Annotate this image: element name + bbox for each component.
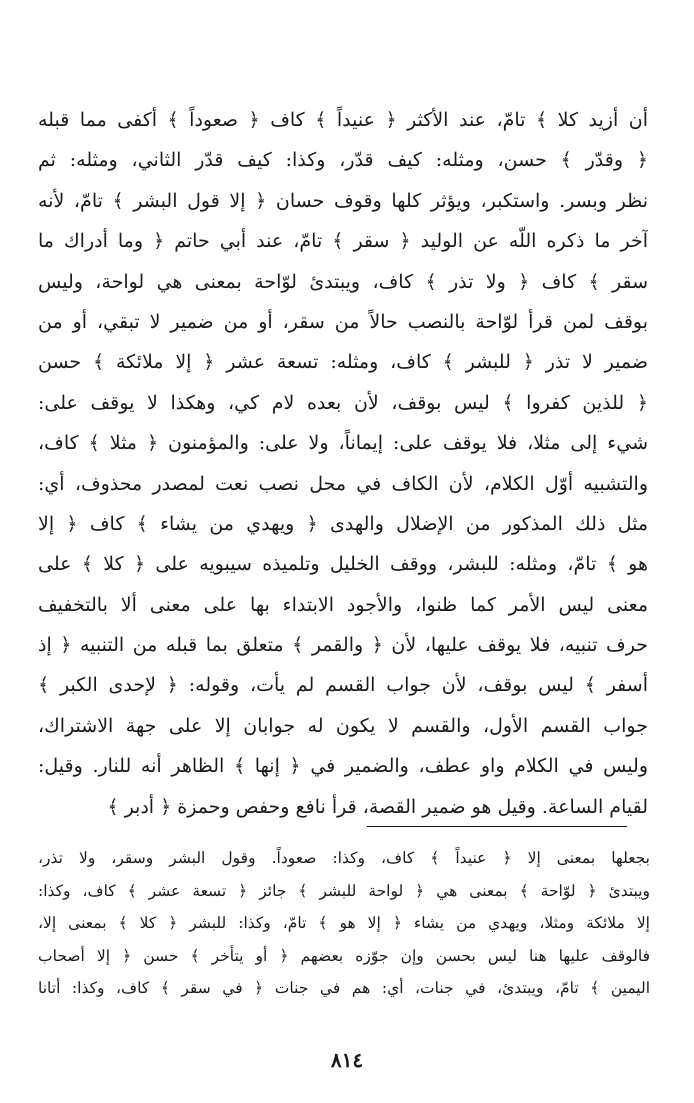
main-text-line: معنى ليس الأمر كما ظنوا، والأجود الابتداء بها على معنى ألا بالتخفيف xyxy=(38,593,648,616)
main-text-line: أسفر ﴾ ليس بوقف، لأن جواب القسم لم يأت، وقوله: ﴿ لإحدى الكبر ﴾ xyxy=(38,674,648,697)
footnote-separator xyxy=(367,826,627,827)
footnote-line: إلا ملائكة ومثلا، ويهدي من يشاء ﴿ إلا هو ﴾ تامّ، وكذا: للبشر ﴿ كلا ﴾ بمعنى إلا، xyxy=(38,914,650,933)
footnote-line: ويبتدئ ﴿ لوّاحة ﴾ بمعنى هي ﴿ لواحة للبشر ﴾ جائز ﴿ تسعة عشر ﴾ كاف، وكذا: xyxy=(38,881,650,900)
main-text-line: لقيام الساعة. وقيل هو ضمير القصة، قرأ نافع وحفص وحمزة ﴿ أدبر ﴾ xyxy=(107,795,648,818)
footnote-line: اليمين ﴾ تامّ، ويبتدئ، في جنات، أي: هم في جنات ﴿ في سقر ﴾ كاف، وكذا: أتانا xyxy=(38,979,650,998)
main-text-line: وليس في الكلام واو عطف، والضمير في ﴿ إنها ﴾ الظاهر أنه للنار. وقيل: xyxy=(38,755,648,778)
main-text-line: ﴿ وقدّر ﴾ حسن، ومثله: كيف قدّر، وكذا: كيف قدّر الثاني، ومثله: ثم xyxy=(38,149,648,172)
main-text-line: مثل ذلك المذكور من الإضلال والهدى ﴿ ويهدي من يشاء ﴾ كاف ﴿ إلا xyxy=(38,512,648,535)
main-text-line: حرف تنبيه، فلا يوقف عليها، لأن ﴿ والقمر ﴾ متعلق بما قبله من التنبيه ﴿ إذ xyxy=(38,634,648,657)
main-text-line: جواب القسم الأول، والقسم لا يكون له جوابان إلا على جهة الاشتراك، xyxy=(38,714,648,737)
main-text-line: هو ﴾ تامّ، ومثله: للبشر، ووقف الخليل وتلميذه سيبويه على ﴿ كلا ﴾ على xyxy=(38,553,648,576)
main-text-line: سقر ﴾ كاف ﴿ ولا تذر ﴾ كاف، ويبتدئ لوّاحة بمعنى هي لواحة، وليس xyxy=(38,270,648,293)
main-text-block xyxy=(38,100,648,827)
page-number: ٨١٤ xyxy=(330,1048,364,1072)
main-text-line: نظر وبسر. واستكبر، ويؤثر كلها وقوف حسان ﴿ إلا قول البشر ﴾ تامّ، لأنه xyxy=(38,189,648,212)
footnote-line: فالوقف عليها هنا ليس بحسن وإن جوّزه بعضهم ﴿ أو يتأخر ﴾ حسن ﴿ إلا أصحاب xyxy=(38,946,650,965)
main-text-line: أن أزيد كلا ﴾ تامّ، عند الأكثر ﴿ عنيداً ﴾ كاف ﴿ صعوداً ﴾ أكفى مما قبله xyxy=(38,109,648,131)
footnotes-block xyxy=(38,842,650,1005)
footnote-line: بجعلها بمعنى إلا ﴿ عنيداً ﴾ كاف، وكذا: صعوداً. وقول البشر وسقر، ولا تذر، xyxy=(38,849,650,867)
main-text-line: بوقف لمن قرأ لوّاحة بالنصب حالاً من سقر، أو من ضمير لا تبقي، أو من xyxy=(38,310,648,333)
main-text-line: آخر ما ذكره اللّه عن الوليد ﴿ سقر ﴾ تامّ، عند أبي حاتم ﴿ وما أدراك ما xyxy=(38,230,648,253)
main-text-line: ضمير لا تذر ﴿ للبشر ﴾ كاف، ومثله: تسعة عشر ﴿ إلا ملائكة ﴾ حسن xyxy=(38,351,648,374)
main-text-line: والتشبيه أوّل الكلام، لأن الكاف في محل نصب نعت لمصدر محذوف، أي: xyxy=(38,472,648,495)
main-text-line: شيء إلى مثلا، فلا يوقف على: إيماناً، ولا على: والمؤمنون ﴿ مثلا ﴾ كاف، xyxy=(38,432,648,455)
main-text-line: ﴿ للذين كفروا ﴾ ليس بوقف، لأن بعده لام كي، وهكذا لا يوقف على: xyxy=(38,391,648,414)
